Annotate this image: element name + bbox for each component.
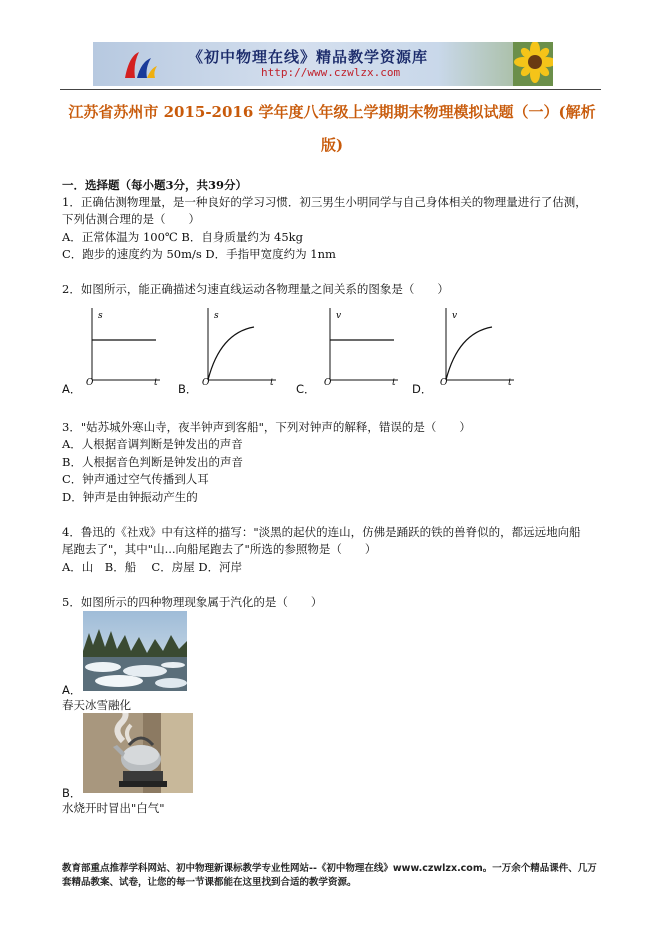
page-footer: 教育部重点推荐学科网站、初中物理新课标教学专业性网站--《初中物理在线》www.czwlzx.com。一万余个精品课件、几万套精品教案、试卷，让您的每一节课都能在这里找到合适的教学资源。 [62,863,597,888]
q3-option-d: D．钟声是由钟振动产生的 [62,490,198,504]
header-rule [60,89,601,90]
q5-photo-b-boiling-kettle [83,713,193,793]
q2-graph-b-yaxis: s [214,311,219,321]
q2-graph-b-xaxis: t [270,378,274,385]
q2-graph-c-xaxis: t [392,378,396,385]
q2-option-a-label: A． [62,382,82,396]
q2-graph-b-origin: O [202,378,210,385]
q2-graph-d-origin: O [440,378,448,385]
q1-options-cd: C．跑步的速度约为 50m/s D．手指甲宽度约为 1nm [62,247,336,261]
q5-option-b-label: B． [62,786,82,800]
q3-option-b: B．人根据音色判断是钟发出的声音 [62,455,243,469]
q4-stem-line1: 4．鲁迅的《社戏》中有这样的描写："淡黑的起伏的连山，仿佛是踊跃的铁的兽脊似的，都远远地向船 [62,525,581,539]
q2-graph-b-curve [208,327,254,380]
q2-graph-a [82,305,162,385]
q2-graph-d [436,305,516,385]
q3-option-c: C．钟声通过空气传播到人耳 [62,472,209,486]
q2-graph-a-xaxis: t [154,378,158,385]
site-logo-icon [121,48,159,82]
banner-url: http://www.czwlzx.com [261,66,401,79]
sunflower-icon [513,42,553,86]
q3-stem: 3．"姑苏城外寒山寺，夜半钟声到客船"，下列对钟声的解释，错误的是（ ） [62,420,471,434]
q2-graph-d-xaxis: t [508,378,512,385]
q2-graph-c [320,305,400,385]
banner-title: 《初中物理在线》精品教学资源库 [188,48,429,66]
q1-options-ab: A．正常体温为 100℃ B．自身质量约为 45kg [62,230,303,244]
document-title-line2: 版) [320,136,344,154]
q2-graph-c-origin: O [324,378,332,385]
q1-stem-line1: 1．正确估测物理量，是一种良好的学习习惯．初三男生小明同学与自己身体相关的物理量进行了估测， [62,195,587,209]
q2-graph-b [198,305,278,385]
q5-photo-a-melting-snow [83,611,187,691]
q2-graph-a-yaxis: s [98,311,103,321]
q2-option-d-label: D． [412,382,433,396]
q2-stem: 2．如图所示，能正确描述匀速直线运动各物理量之间关系的图象是（ ） [62,282,449,296]
section-heading: 一．选择题（每小题3分，共39分） [62,178,248,192]
q2-graph-d-curve [446,327,492,380]
q2-graph-a-origin: O [86,378,94,385]
q3-option-a: A．人根据音调判断是钟发出的声音 [62,437,243,451]
q2-option-c-label: C． [296,382,316,396]
q5-option-b-caption: 水烧开时冒出"白气" [62,801,165,815]
q2-graph-c-yaxis: v [336,311,342,321]
q1-stem-line2: 下列估测合理的是（ ） [62,212,200,226]
q2-option-b-label: B． [178,382,198,396]
q4-stem-line2: 尾跑去了"，其中"山...向船尾跑去了"所选的参照物是（ ） [62,542,377,556]
site-banner [93,42,553,86]
q5-option-a-caption: 春天冰雪融化 [62,698,131,712]
q4-options: A．山 B．船 C．房屋 D．河岸 [62,560,243,574]
q5-stem: 5．如图所示的四种物理现象属于汽化的是（ ） [62,595,323,609]
q2-graph-d-yaxis: v [452,311,458,321]
q5-option-a-label: A． [62,683,82,697]
document-title-line1: 江苏省苏州市 2015-2016 学年度八年级上学期期末物理模拟试题（一）(解析 [68,103,596,121]
